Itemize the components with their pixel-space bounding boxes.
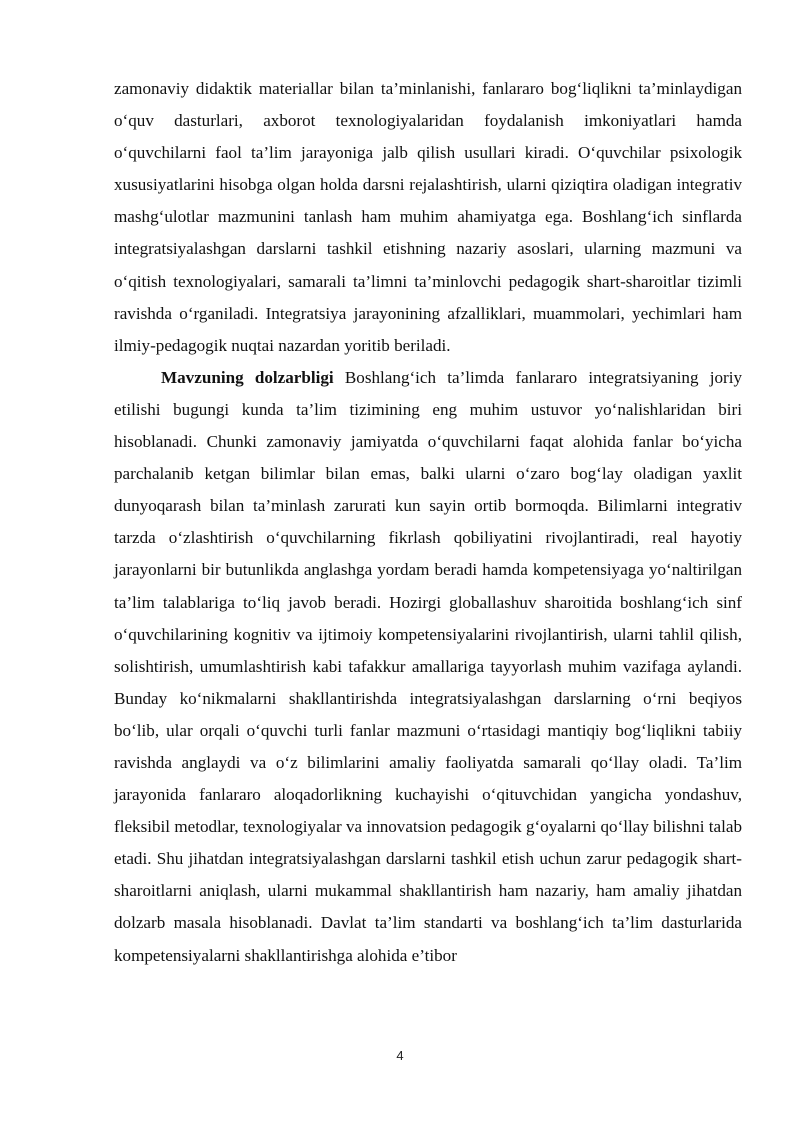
- paragraph-relevance: [114, 362, 742, 972]
- paragraph-intro: [114, 73, 742, 362]
- paragraph-relevance-text: Boshlang‘ich ta’limda fanlararo integratsiyaning joriy etilishi bugungi kunda ta’lim tizimining eng muhim ustuvor yo‘nalishlaridan biri hisoblanadi. Chunki zamonaviy jamiyatda o‘quvchilarni faqat alohida fanlar bo‘yicha parchalanib ketgan bilimlar bilan emas, balki ularni o‘zaro bog‘lay oladigan yaxlit dunyoqarash bilan ta’minlash zarurati kun sayin ortib bormoqda. Bilimlarni integrativ tarzda o‘zlashtirish o‘quvchilarning fikrlash qobiliyatini rivojlantiradi, real hayotiy jarayonlarni bir butunlikda anglashga yordam beradi hamda kompetensiyaga yo‘naltirilgan ta’lim talablariga to‘liq javob beradi. Hozirgi globallashuv sharoitida boshlang‘ich sinf o‘quvchilarining kognitiv va ijtimoiy kompetensiyalarini rivojlantirish, ularni tahlil qilish, solishtirish, umumlashtirish kabi tafakkur amallariga tayyorlash muhim vazifaga aylandi. Bunday ko‘nikmalarni shakllantirishda integratsiyalashgan darslarning o‘rni beqiyos bo‘lib, ular orqali o‘quvchi turli fanlar mazmuni o‘rtasidagi mantiqiy bog‘liqlikni tabiiy ravishda anglaydi va o‘z bilimlarini amaliy faoliyatda samarali qo‘llay oladi. Ta’lim jarayonida fanlararo aloqadorlikning kuchayishi o‘qituvchidan yangicha yondashuv, fleksibil metodlar, texnologiyalar va innovatsion pedagogik g‘oyalarni qo‘llay bilishni talab etadi. Shu jihatdan integratsiyalashgan darslarni tashkil etish uchun zarur pedagogik shart-sharoitlarni aniqlash, ularni mukammal shakllantirish ham nazariy, ham amaliy jihatdan dolzarb masala hisoblanadi. Davlat ta’lim standarti va boshlang‘ich ta’lim dasturlarida kompetensiyalarni shakllantirishga alohida e’tibor: [114, 367, 743, 965]
- relevance-heading: Mavzuning dolzarbligi: [161, 367, 334, 387]
- paragraph-intro-text: zamonaviy didaktik materiallar bilan ta’minlanishi, fanlararo bog‘liqlikni ta’minlaydigan o‘quv dasturlari, axborot texnologiyalaridan foydalanish imkoniyatlari hamda o‘quvchilarni faol ta’lim jarayoniga jalb qilish usullari kiradi. O‘quvchilar psixologik xususiyatlarini hisobga olgan holda darsni rejalashtirish, ularni qiziqtira oladigan integrativ mashg‘ulotlar mazmunini tanlash ham muhim ahamiyatga ega. Boshlang‘ich sinflarda integratsiyalashgan darslarni tashkil etishning nazariy asoslari, ularning mazmuni va o‘qitish texnologiyalari, samarali ta’limni ta’minlovchi pedagogik shart-sharoitlar tizimli ravishda o‘rganiladi. Integratsiya jarayonining afzalliklari, muammolari, yechimlari ham ilmiy-pedagogik nuqtai nazardan yoritib beriladi.: [114, 79, 742, 355]
- body-text: [114, 73, 742, 972]
- page-number: 4: [396, 1048, 404, 1063]
